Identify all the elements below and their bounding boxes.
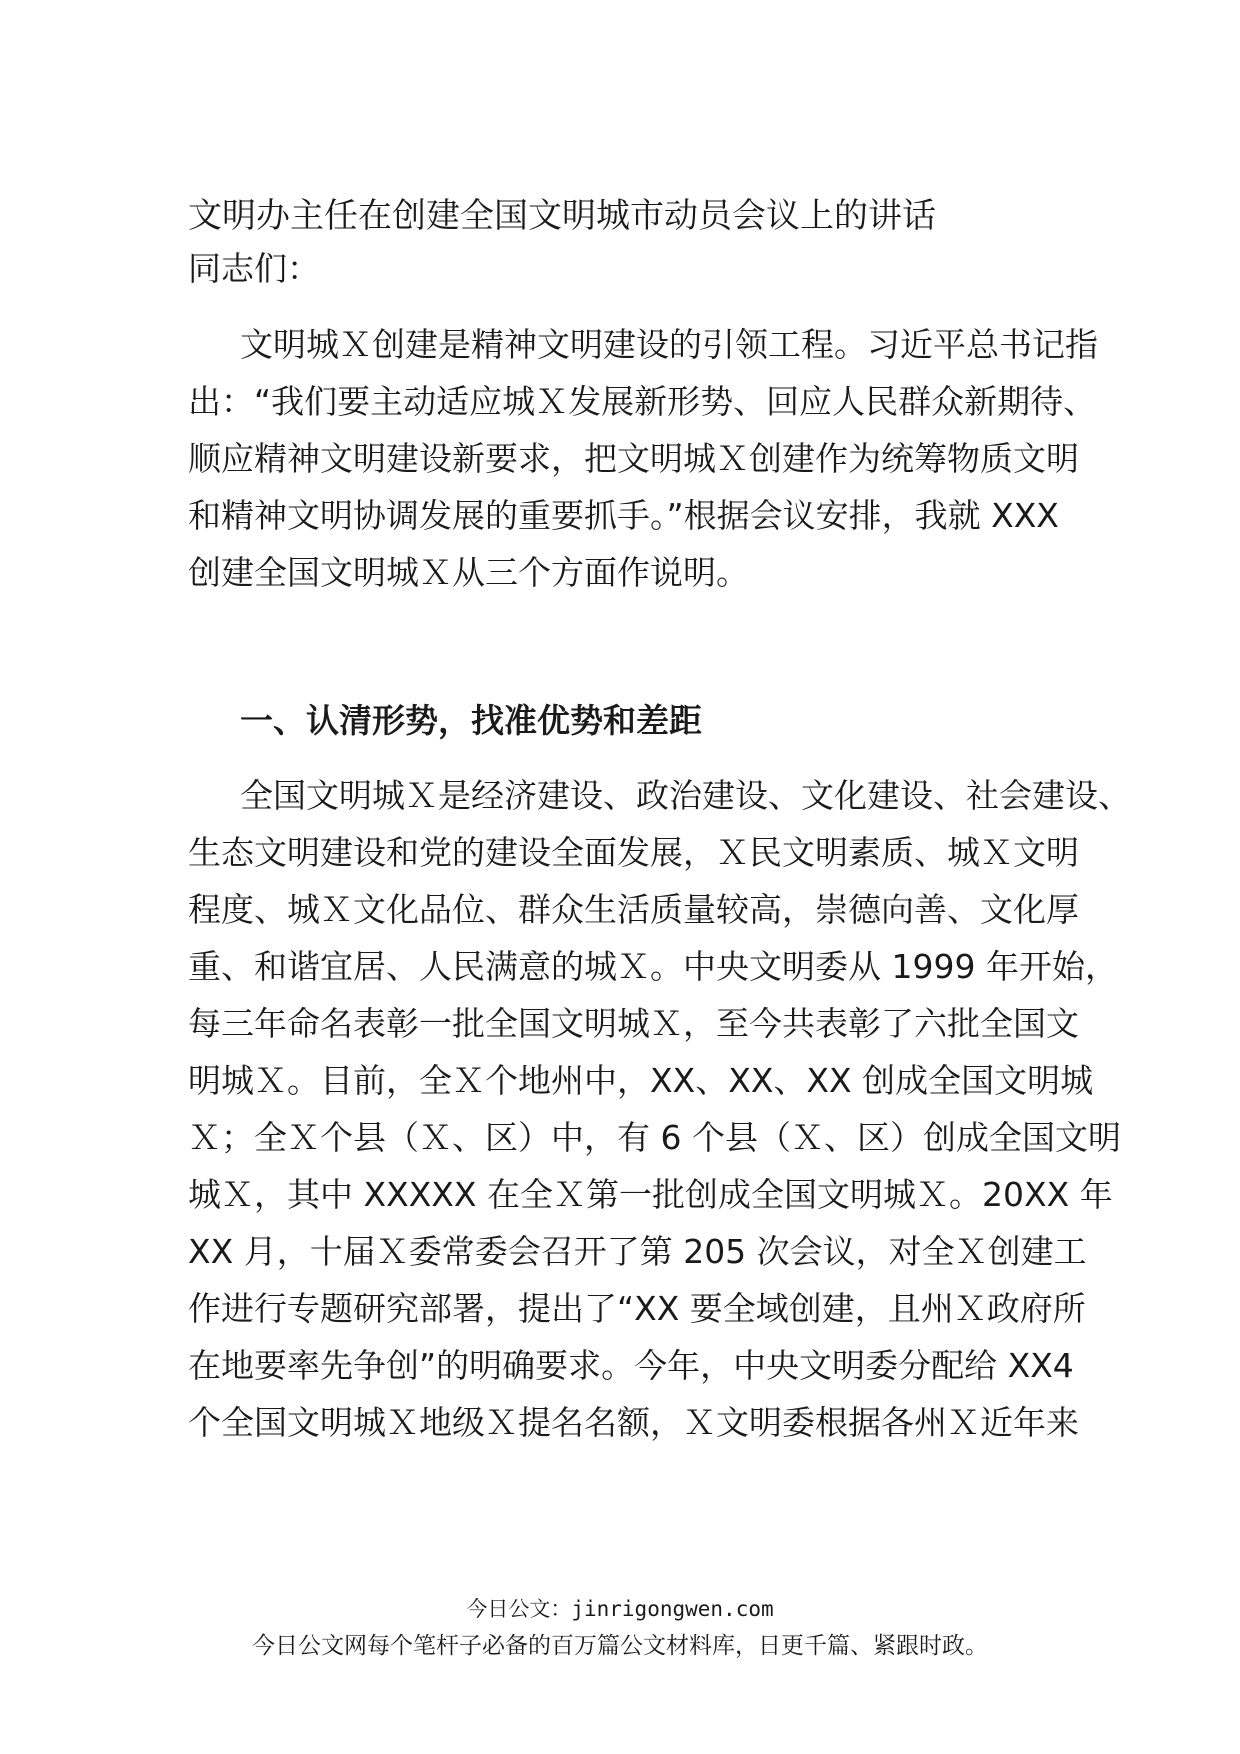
section-paragraph-line: 在地要率先争创”的明确要求。今年，中央文明委分配给 XX4 xyxy=(188,1346,1074,1385)
footer-source xyxy=(0,1594,1240,1624)
intro-paragraph-line: 和精神文明协调发展的重要抓手。”根据会议安排，我就 XXX xyxy=(188,496,1059,535)
section-paragraph-line: 城Ｘ，其中 XXXXX 在全Ｘ第一批创成全国文明城Ｘ。20XX 年 xyxy=(188,1175,1113,1214)
section-heading: 一、认清形势，找准优势和差距 xyxy=(240,701,702,740)
footer-site-link[interactable]: jinrigongwen.com xyxy=(571,1597,774,1621)
section-paragraph-line: Ｘ；全Ｘ个县（Ｘ、区）中，有 6 个县（Ｘ、区）创成全国文明 xyxy=(188,1118,1121,1157)
intro-paragraph-line: 创建全国文明城Ｘ从三个方面作说明。 xyxy=(188,553,749,592)
intro-paragraph-line: 文明城Ｘ创建是精神文明建设的引领工程。习近平总书记指 xyxy=(240,325,1098,364)
section-paragraph-line: 程度、城Ｘ文化品位、群众生活质量较高，崇德向善、文化厚 xyxy=(188,890,1079,929)
salutation: 同志们： xyxy=(188,249,320,288)
section-paragraph-line: 明城Ｘ。目前，全Ｘ个地州中，XX、XX、XX 创成全国文明城 xyxy=(188,1061,1094,1100)
section-paragraph-line: 全国文明城Ｘ是经济建设、政治建设、文化建设、社会建设、 xyxy=(240,776,1131,815)
intro-paragraph-line: 顺应精神文明建设新要求，把文明城Ｘ创建作为统筹物质文明 xyxy=(188,439,1079,478)
intro-paragraph-line: 出：“我们要主动适应城Ｘ发展新形势、回应人民群众新期待、 xyxy=(188,382,1097,421)
section-paragraph-line: 生态文明建设和党的建设全面发展，Ｘ民文明素质、城Ｘ文明 xyxy=(188,833,1079,872)
section-paragraph-line: 每三年命名表彰一批全国文明城Ｘ，至今共表彰了六批全国文 xyxy=(188,1004,1079,1043)
document-title: 文明办主任在创建全国文明城市动员会议上的讲话 xyxy=(188,196,936,236)
section-paragraph-line: 个全国文明城Ｘ地级Ｘ提名名额，Ｘ文明委根据各州Ｘ近年来 xyxy=(188,1403,1079,1442)
section-paragraph-line: XX 月，十届Ｘ委常委会召开了第 205 次会议，对全Ｘ创建工 xyxy=(188,1232,1087,1271)
footer-source-label: 今日公文： xyxy=(466,1597,572,1621)
footer-tagline: 今日公文网每个笔杆子必备的百万篇公文材料库，日更千篇、紧跟时政。 xyxy=(252,1633,988,1659)
section-paragraph-line: 重、和谐宜居、人民满意的城Ｘ。中央文明委从 1999 年开始， xyxy=(188,947,1118,986)
section-paragraph-line: 作进行专题研究部署，提出了“XX 要全域创建，且州Ｘ政府所 xyxy=(188,1289,1086,1328)
